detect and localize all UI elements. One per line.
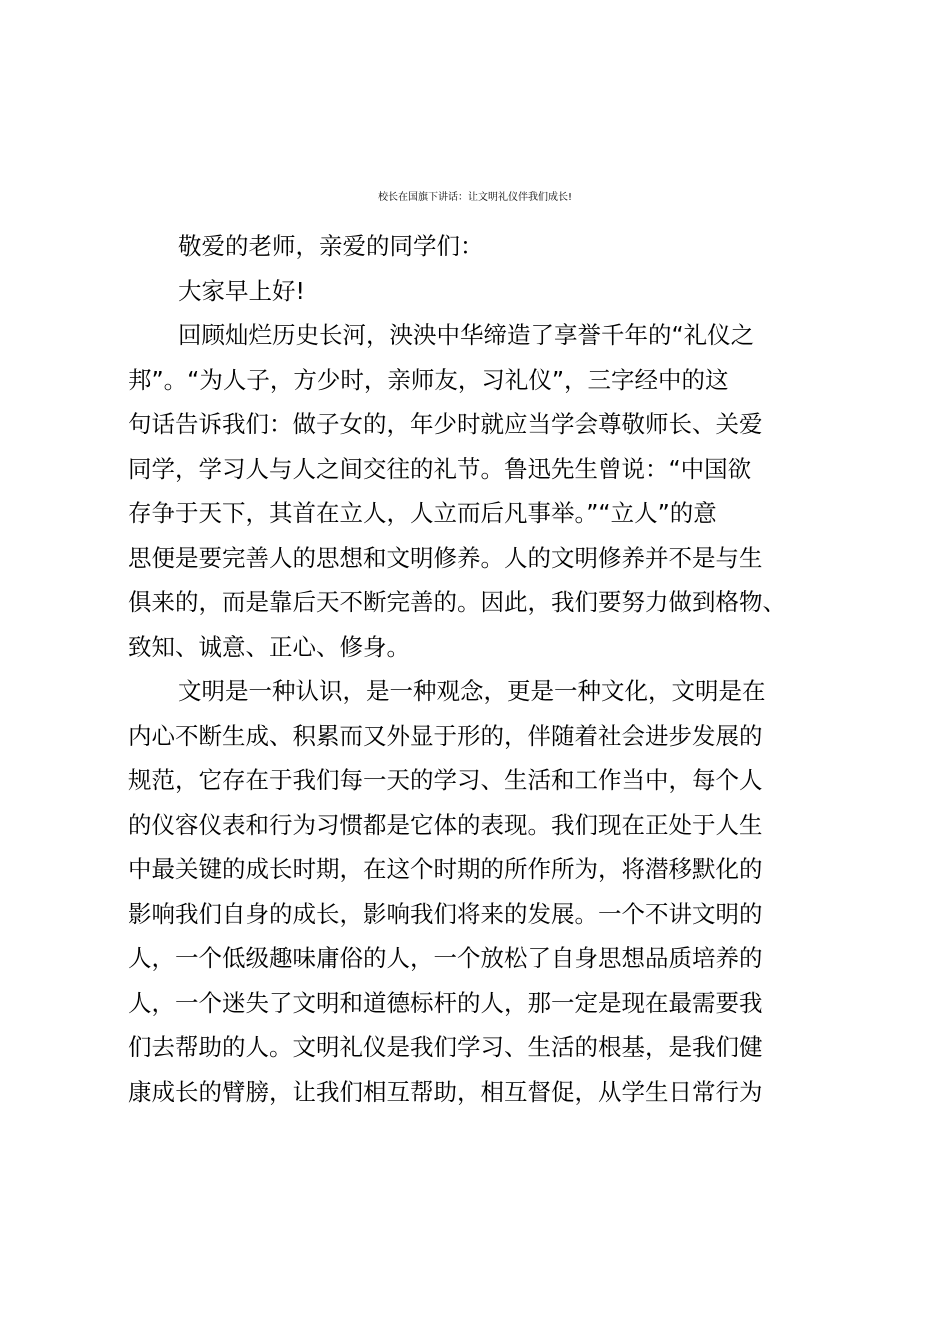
text-line: 的仪容仪表和行为习惯都是它体的表现。我们现在正处于人生 [128, 811, 763, 839]
text-line: 康成长的臂膀，让我们相互帮助，相互督促，从学生日常行为 [128, 1078, 763, 1106]
text-line: 邦”。“为人子，方少时，亲师友，习礼仪”，三字经中的这 [128, 366, 729, 394]
text-line: 大家早上好! [178, 277, 305, 305]
text-line: 人，一个迷失了文明和道德标杆的人，那一定是现在最需要我 [128, 989, 763, 1017]
text-line: 同学，学习人与人之间交往的礼节。鲁迅先生曾说：“中国欲 [128, 455, 752, 483]
page-title: 校长在国旗下讲话：让文明礼仪伴我们成长! [377, 192, 572, 203]
text-line: 们去帮助的人。文明礼仪是我们学习、生活的根基，是我们健 [128, 1033, 763, 1061]
text-line: 内心不断生成、积累而又外显于形的，伴随着社会进步发展的 [128, 722, 763, 750]
text-line: 存争于天下，其首在立人，人立而后凡事举。”“立人”的意 [128, 499, 717, 527]
text-line: 影响我们自身的成长，影响我们将来的发展。一个不讲文明的 [128, 900, 763, 928]
text-line: 敬爱的老师，亲爱的同学们： [178, 232, 484, 260]
text-line: 俱来的，而是靠后天不断完善的。因此，我们要努力做到格物、 [128, 588, 786, 616]
text-line: 句话告诉我们：做子女的，年少时就应当学会尊敬师长、关爱 [128, 410, 763, 438]
text-line: 回顾灿烂历史长河，泱泱中华缔造了享誉千年的“礼仪之 [178, 321, 755, 349]
text-line: 思便是要完善人的思想和文明修养。人的文明修养并不是与生 [128, 544, 763, 572]
text-line: 致知、诚意、正心、修身。 [128, 633, 410, 661]
text-line: 人，一个低级趣味庸俗的人，一个放松了自身思想品质培养的 [128, 944, 763, 972]
text-line: 文明是一种认识，是一种观念，更是一种文化，文明是在 [178, 677, 766, 705]
text-line: 规范，它存在于我们每一天的学习、生活和工作当中，每个人 [128, 766, 763, 794]
text-line: 中最关键的成长时期，在这个时期的所作所为，将潜移默化的 [128, 855, 763, 883]
